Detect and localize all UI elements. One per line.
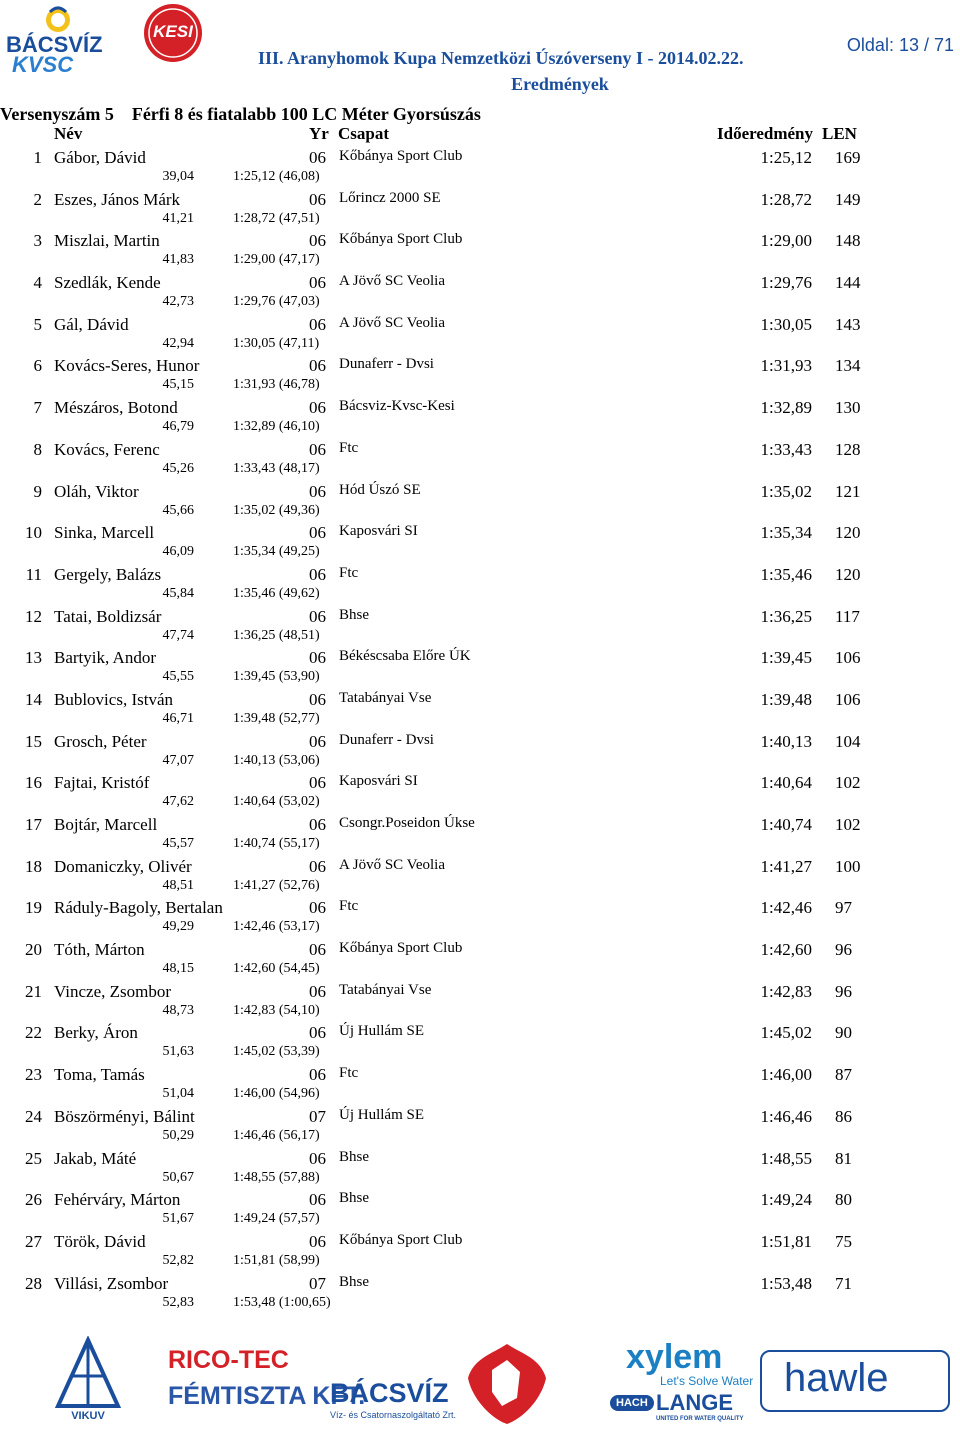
club-name: Bhse [339,1273,369,1290]
birth-year: 06 [309,1148,326,1168]
page-number: Oldal: 13 / 71 [846,35,954,55]
split-100m: 1:29,76 (47,03) [233,294,320,310]
swimmer-name: Kovács-Seres, Hunor [54,356,200,376]
len-points: 100 [835,856,861,876]
column-header-points: LEN [822,124,857,143]
result-row [0,1187,960,1229]
swimmer-name: Domaniczky, Olivér [54,856,192,876]
final-time: 1:41,27 [760,856,812,876]
len-points: 86 [835,1106,852,1126]
hawle-logo [760,1350,950,1420]
rank-cell: 2 [33,189,42,209]
final-time: 1:36,25 [760,606,812,626]
split-50m: 41,83 [162,252,194,268]
hungary-map-icon [462,1340,552,1428]
swimmer-name: Fajtai, Kristóf [54,773,150,793]
birth-year: 06 [309,273,326,293]
club-name: Ftc [339,439,359,456]
len-points: 71 [835,1273,852,1293]
birth-year: 06 [309,981,326,1001]
club-name: A Jövő SC Veolia [339,856,445,873]
result-row [0,145,960,187]
swimmer-name: Berky, Áron [54,1023,138,1043]
club-name: Csongr.Poseidon Úkse [339,815,475,831]
rank-cell: 4 [33,273,42,293]
split-50m: 45,84 [162,585,194,601]
split-50m: 51,67 [162,1211,194,1227]
split-50m: 48,15 [162,961,194,977]
club-name: Bácsviz-Kvsc-Kesi [339,398,455,415]
birth-year: 06 [309,689,326,709]
final-time: 1:30,05 [760,314,812,334]
split-50m: 51,04 [162,1086,194,1102]
split-100m: 1:46,46 (56,17) [233,1127,320,1143]
split-100m: 1:51,81 (58,99) [233,1252,320,1268]
result-row [0,353,960,395]
birth-year: 06 [309,314,326,334]
birth-year: 06 [309,1190,326,1210]
rank-cell: 14 [25,689,42,709]
club-name: Kőbánya Sport Club [339,940,463,957]
final-time: 1:32,89 [760,398,812,418]
final-time: 1:31,93 [760,356,812,376]
split-50m: 46,79 [162,419,194,435]
split-50m: 46,09 [162,544,194,560]
results-subtitle: Eredmények [511,74,609,94]
event-title: Versenyszám 5 Férfi 8 és fiatalabb 100 LC Méter Gyorsúszás [0,104,481,124]
result-row [0,1020,960,1062]
final-time: 1:39,48 [760,689,812,709]
split-100m: 1:40,64 (53,02) [233,794,320,810]
birth-year: 06 [309,439,326,459]
swimmer-name: Ráduly-Bagoly, Bertalan [54,898,223,918]
club-name: Bhse [339,1148,369,1165]
club-name: Tatabányai Vse [339,981,432,998]
split-50m: 47,62 [162,794,194,810]
final-time: 1:45,02 [760,1023,812,1043]
len-points: 128 [835,439,861,459]
birth-year: 06 [309,189,326,209]
len-points: 120 [835,564,861,584]
birth-year: 06 [309,523,326,543]
rank-cell: 15 [25,731,42,751]
rank-cell: 6 [33,356,42,376]
rank-cell: 5 [33,314,42,334]
swimmer-name: Tatai, Boldizsár [54,606,162,626]
split-50m: 48,51 [162,877,194,893]
result-row [0,437,960,479]
club-name: A Jövő SC Veolia [339,273,445,290]
bacsviz-sponsor-subtitle: Víz- és Csatornaszolgáltató Zrt. [330,1410,457,1420]
result-row [0,1229,960,1271]
club-name: Kaposvári SI [339,523,418,540]
split-50m: 45,57 [162,836,194,851]
swimmer-name: Bublovics, István [54,689,173,709]
result-row [0,729,960,771]
club-name: Békéscsaba Előre ÚK [339,648,471,665]
club-name: Ftc [339,564,359,581]
vikuv-logo [48,1336,128,1426]
split-50m: 51,63 [162,1044,194,1060]
bacsviz-kvsc-logo [0,2,120,76]
logo-text-kesi: KESI [153,22,193,41]
birth-year: 06 [309,606,326,626]
logo-text-bacsviz: BÁCSVÍZ [6,32,103,57]
rank-cell: 17 [25,815,42,834]
rank-cell: 1 [33,148,42,167]
split-50m: 41,21 [162,210,194,226]
len-points: 143 [835,314,861,334]
lange-logo: LANGE [656,1390,733,1415]
page-header [0,0,960,150]
club-name: Dunaferr - Dvsi [339,356,434,373]
club-name: Ftc [339,898,359,915]
result-row [0,479,960,521]
final-time: 1:46,46 [760,1106,812,1126]
swimmer-name: Vincze, Zsombor [54,981,171,1001]
femtiszta-logo: FÉMTISZTA KFT. [168,1382,366,1410]
len-points: 96 [835,940,852,960]
swimmer-name: Sinka, Marcell [54,523,155,543]
column-header-club: Csapat [338,124,390,143]
birth-year: 07 [309,1106,326,1126]
split-100m: 1:32,89 (46,10) [233,419,320,435]
birth-year: 06 [309,731,326,751]
rank-cell: 27 [25,1231,42,1251]
len-points: 96 [835,981,852,1001]
final-time: 1:42,83 [760,981,812,1001]
split-100m: 1:49,24 (57,57) [233,1211,320,1227]
final-time: 1:29,76 [760,273,812,293]
split-50m: 45,66 [162,502,194,518]
split-50m: 52,82 [162,1252,194,1268]
result-row [0,895,960,937]
split-100m: 1:35,46 (49,62) [233,585,320,601]
rank-cell: 18 [25,856,42,876]
split-100m: 1:35,34 (49,25) [233,544,320,560]
club-name: Új Hullám SE [339,1106,424,1123]
xylem-subtitle: Let's Solve Water [660,1374,754,1388]
split-100m: 1:29,00 (47,17) [233,252,320,268]
club-name: Kaposvári SI [339,773,418,790]
club-name: Lőrincz 2000 SE [339,189,441,206]
len-points: 134 [835,356,861,376]
split-100m: 1:46,00 (54,96) [233,1086,320,1102]
split-50m: 46,71 [162,710,194,726]
final-time: 1:46,00 [760,1065,812,1085]
len-points: 87 [835,1065,852,1085]
swimmer-name: Gábor, Dávid [54,148,146,167]
split-50m: 50,29 [162,1127,194,1143]
split-100m: 1:30,05 (47,11) [233,335,320,351]
swimmer-name: Bojtár, Marcell [54,815,158,834]
rank-cell: 9 [33,481,42,501]
result-row [0,1104,960,1146]
column-header-time: Időeredmény [717,124,814,143]
final-time: 1:35,02 [760,481,812,501]
birth-year: 07 [309,1273,326,1293]
club-name: Kőbánya Sport Club [339,1231,463,1248]
rank-cell: 25 [25,1148,42,1168]
split-100m: 1:42,46 (53,17) [233,919,320,935]
result-row [0,687,960,729]
birth-year: 06 [309,856,326,876]
swimmer-name: Fehérváry, Márton [54,1190,181,1210]
result-row [0,812,960,854]
result-row [0,1062,960,1104]
birth-year: 06 [309,898,326,918]
rank-cell: 3 [33,231,42,251]
len-points: 104 [835,731,861,751]
club-name: Tatabányai Vse [339,689,432,706]
split-100m: 1:42,83 (54,10) [233,1002,320,1018]
final-time: 1:42,46 [760,898,812,918]
bacsviz-sponsor-logo: BÁCSVÍZ [330,1378,449,1408]
rank-cell: 22 [25,1023,42,1043]
split-100m: 1:25,12 (46,08) [233,169,320,184]
result-row [0,937,960,979]
swimmer-name: Eszes, János Márk [54,189,181,209]
split-50m: 39,04 [162,169,194,184]
split-50m: 48,73 [162,1002,194,1018]
split-50m: 47,07 [162,752,194,768]
birth-year: 06 [309,148,326,167]
result-row [0,187,960,229]
column-header-name: Név [54,124,83,143]
xylem-logo: xylem [626,1338,723,1376]
split-100m: 1:41,27 (52,76) [233,877,320,893]
result-row [0,1146,960,1188]
birth-year: 06 [309,481,326,501]
split-100m: 1:39,48 (52,77) [233,710,320,726]
club-name: Kőbánya Sport Club [339,231,463,248]
final-time: 1:39,45 [760,648,812,668]
result-row [0,520,960,562]
split-100m: 1:36,25 (48,51) [233,627,320,643]
result-row [0,395,960,437]
split-50m: 50,67 [162,1169,194,1185]
final-time: 1:49,24 [760,1190,812,1210]
result-row [0,312,960,354]
birth-year: 06 [309,648,326,668]
rank-cell: 19 [25,898,42,918]
result-row [0,854,960,896]
split-50m: 47,74 [162,627,194,643]
split-50m: 42,73 [162,294,194,310]
split-50m: 49,29 [162,919,194,935]
len-points: 144 [835,273,861,293]
len-points: 102 [835,773,861,793]
club-name: Új Hullám SE [339,1023,424,1040]
len-points: 81 [835,1148,852,1168]
birth-year: 06 [309,398,326,418]
rank-cell: 12 [25,606,42,626]
birth-year: 06 [309,1231,326,1251]
rank-cell: 26 [25,1190,42,1210]
split-50m: 45,26 [162,460,194,476]
birth-year: 06 [309,356,326,376]
club-name: Hód Úszó SE [339,481,421,498]
split-100m: 1:33,43 (48,17) [233,460,320,476]
final-time: 1:35,46 [760,564,812,584]
len-points: 130 [835,398,861,418]
final-time: 1:40,13 [760,731,812,751]
split-100m: 1:45,02 (53,39) [233,1044,320,1060]
rico-tec-logo: RICO-TEC [168,1346,289,1374]
result-row [0,562,960,604]
club-name: Kőbánya Sport Club [339,148,463,164]
final-time: 1:35,34 [760,523,812,543]
swimmer-name: Szedlák, Kende [54,273,161,293]
competition-title: III. Aranyhomok Kupa Nemzetközi Úszóverseny I - 2014.02.22. [258,48,744,68]
rank-cell: 21 [25,981,42,1001]
split-100m: 1:40,13 (53,06) [233,752,320,768]
final-time: 1:48,55 [760,1148,812,1168]
birth-year: 06 [309,564,326,584]
final-time: 1:40,74 [760,815,812,834]
lange-subtitle: UNITED FOR WATER QUALITY [656,1416,744,1422]
swimmer-name: Villási, Zsombor [54,1273,169,1293]
split-50m: 42,94 [162,335,194,351]
swimmer-name: Tóth, Márton [54,940,145,960]
len-points: 106 [835,689,861,709]
birth-year: 06 [309,815,326,834]
split-50m: 45,15 [162,377,194,393]
swimmer-name: Böszörményi, Bálint [54,1106,195,1126]
rank-cell: 11 [25,564,42,584]
len-points: 90 [835,1023,852,1043]
swimmer-name: Oláh, Viktor [54,481,139,501]
rank-cell: 16 [25,773,42,793]
results-list [0,145,960,1312]
final-time: 1:29,00 [760,231,812,251]
split-100m: 1:48,55 (57,88) [233,1169,320,1185]
hach-logo: HACH [610,1395,654,1411]
swimmer-name: Miszlai, Martin [54,231,160,251]
final-time: 1:40,64 [760,773,812,793]
rank-cell: 23 [25,1065,42,1085]
swimmer-name: Gergely, Balázs [54,564,162,584]
final-time: 1:53,48 [760,1273,812,1293]
len-points: 97 [835,898,852,918]
result-row [0,270,960,312]
rank-cell: 13 [25,648,42,668]
result-row [0,979,960,1021]
result-row [0,1271,960,1313]
club-name: Bhse [339,1190,369,1207]
result-row [0,645,960,687]
final-time: 1:42,60 [760,940,812,960]
split-100m: 1:40,74 (55,17) [233,836,320,851]
swimmer-name: Gál, Dávid [54,314,129,334]
result-row [0,604,960,646]
split-100m: 1:35,02 (49,36) [233,502,320,518]
len-points: 169 [835,148,861,167]
split-50m: 52,83 [162,1294,194,1310]
split-100m: 1:42,60 (54,45) [233,961,320,977]
club-name: A Jövő SC Veolia [339,314,445,331]
rank-cell: 20 [25,940,42,960]
rank-cell: 10 [25,523,42,543]
vikuv-text: VIKUV [71,1410,105,1422]
final-time: 1:28,72 [760,189,812,209]
final-time: 1:51,81 [760,1231,812,1251]
len-points: 117 [835,606,860,626]
len-points: 148 [835,231,861,251]
swimmer-name: Bartyik, Andor [54,648,156,668]
split-100m: 1:53,48 (1:00,65) [233,1294,331,1310]
kesi-logo [142,2,204,64]
birth-year: 06 [309,1065,326,1085]
swimmer-name: Toma, Tamás [54,1065,145,1085]
result-row [0,770,960,812]
swimmer-name: Török, Dávid [54,1231,146,1251]
rank-cell: 28 [25,1273,42,1293]
len-points: 120 [835,523,861,543]
club-name: Bhse [339,606,369,623]
split-50m: 45,55 [162,669,194,685]
len-points: 75 [835,1231,852,1251]
swimmer-name: Grosch, Péter [54,731,147,751]
sponsor-footer [0,1330,960,1429]
rank-cell: 7 [33,398,42,418]
birth-year: 06 [309,773,326,793]
split-100m: 1:31,93 (46,78) [233,377,320,393]
len-points: 149 [835,189,861,209]
logo-text-kvsc: KVSC [12,52,74,77]
len-points: 80 [835,1190,852,1210]
split-100m: 1:28,72 (47,51) [233,210,320,226]
split-100m: 1:39,45 (53,90) [233,669,320,685]
birth-year: 06 [309,231,326,251]
final-time: 1:25,12 [760,148,812,167]
swimmer-name: Jakab, Máté [54,1148,137,1168]
len-points: 102 [835,815,861,834]
swimmer-name: Mészáros, Botond [54,398,178,418]
rank-cell: 24 [25,1106,42,1126]
birth-year: 06 [309,1023,326,1043]
swimmer-name: Kovács, Ferenc [54,439,160,459]
result-row [0,228,960,270]
final-time: 1:33,43 [760,439,812,459]
hawle-text: hawle [784,1356,889,1400]
len-points: 106 [835,648,861,668]
len-points: 121 [835,481,861,501]
club-name: Dunaferr - Dvsi [339,731,434,748]
club-name: Ftc [339,1065,359,1082]
birth-year: 06 [309,940,326,960]
rank-cell: 8 [33,439,42,459]
column-header-yr: Yr [309,124,329,143]
